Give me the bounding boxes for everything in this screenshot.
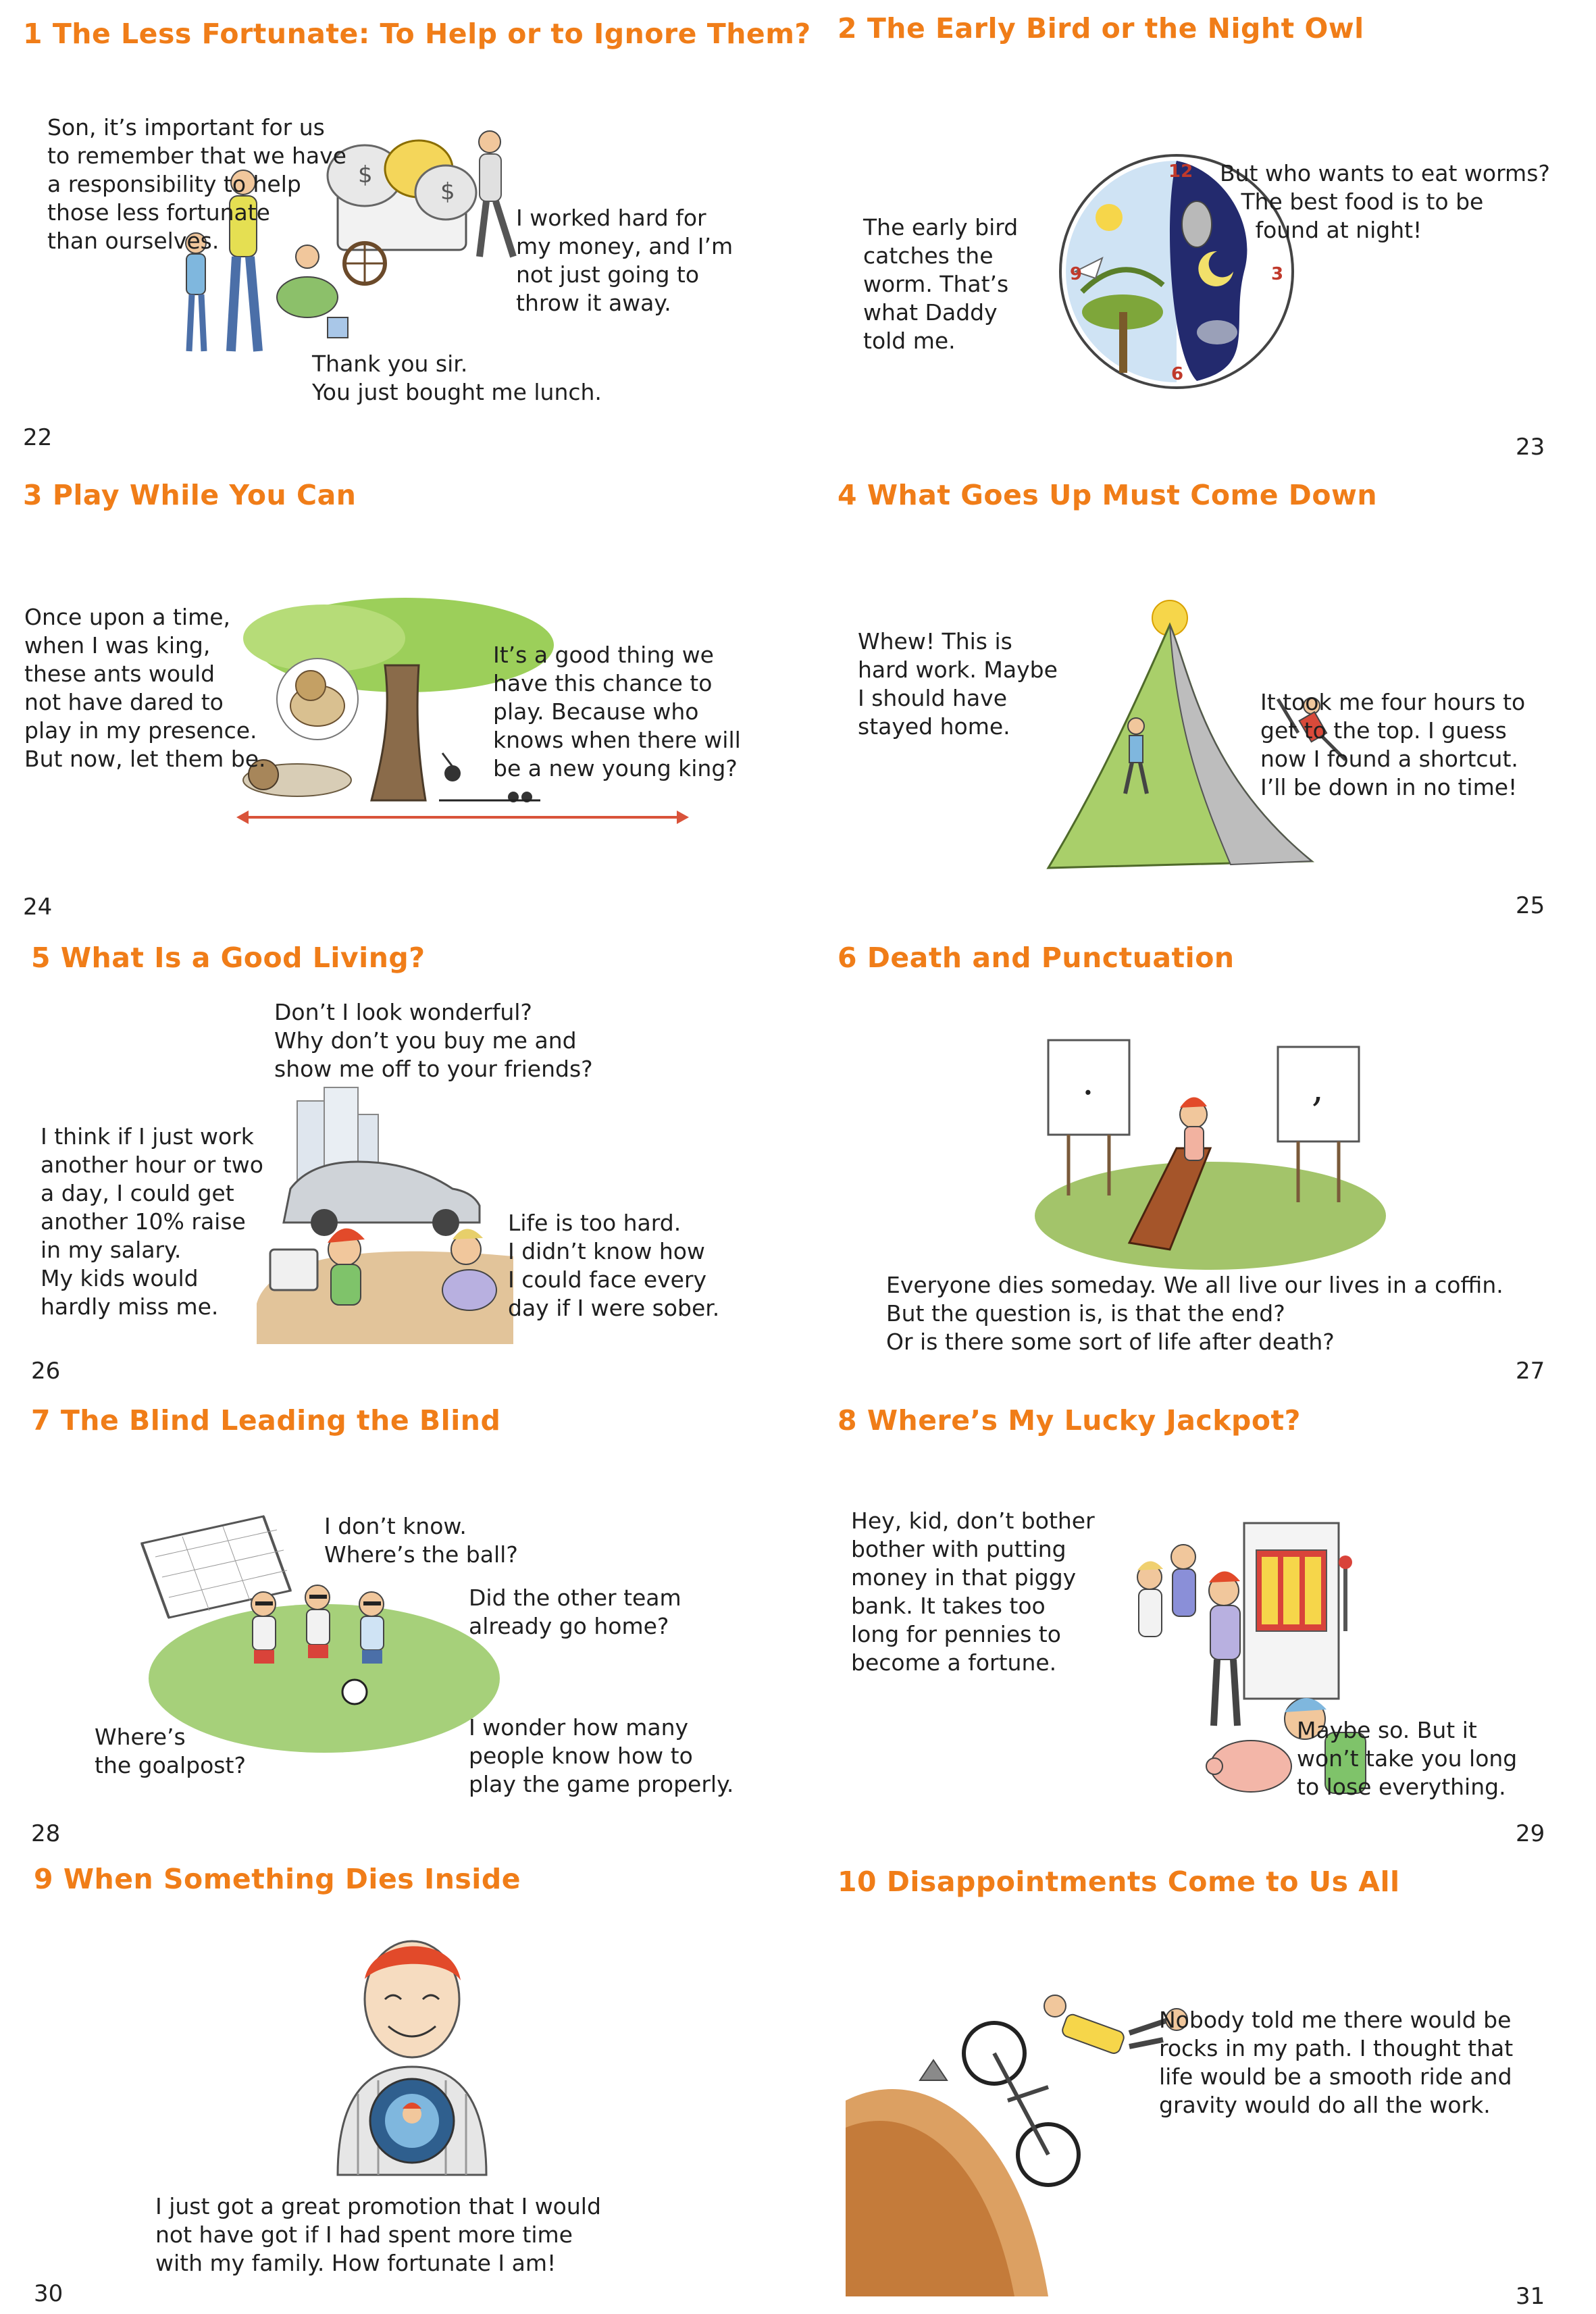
speech-text: Don’t I look wonderful? Why don’t you buy me and show me off to your friends? <box>274 999 593 1082</box>
page-number: 25 <box>1516 892 1545 919</box>
coffin-signs-illustration <box>1035 1040 1386 1270</box>
panel-title: 5 What Is a Good Living? <box>31 942 426 974</box>
page-number: 27 <box>1516 1358 1545 1385</box>
speech-text: It’s a good thing we have this chance to play. Because who knows when there will be a new young king? <box>493 642 741 781</box>
panel-title: 10 Disappointments Come to Us All <box>838 1866 1400 1898</box>
page-number: 22 <box>23 424 53 451</box>
panel-title: 4 What Goes Up Must Come Down <box>838 479 1378 511</box>
svg-text:$: $ <box>358 161 373 188</box>
svg-text:9: 9 <box>1070 264 1083 284</box>
panel-title: 2 The Early Bird or the Night Owl <box>838 12 1364 45</box>
panel-6 <box>798 925 1596 1388</box>
panel-5 <box>0 925 798 1388</box>
svg-text:12: 12 <box>1168 161 1193 182</box>
speech-text: Life is too hard. I didn’t know how I could face every day if I were sober. <box>508 1210 720 1321</box>
speech-text: But who wants to eat worms? The best food is to be found at night! <box>1220 160 1550 243</box>
svg-text:$: $ <box>440 178 455 205</box>
speech-text: The early bird catches the worm. That’s what Daddy told me. <box>863 214 1019 354</box>
panel-9 <box>0 1851 798 2313</box>
panel-title: 1 The Less Fortunate: To Help or to Ignore Them? <box>23 18 811 50</box>
panel-title: 6 Death and Punctuation <box>838 942 1235 974</box>
panel-2 <box>798 0 1596 463</box>
panel-3 <box>0 463 798 925</box>
svg-text:6: 6 <box>1171 364 1184 384</box>
speech-text: Son, it’s important for us to remember that we have a responsibility to help those less fortunate than ourselves. <box>47 114 346 254</box>
panel-4 <box>798 463 1596 925</box>
panel-7 <box>0 1388 798 1851</box>
speech-text: I worked hard for my money, and I’m not just going to throw it away. <box>516 205 733 316</box>
page-number: 31 <box>1516 2283 1545 2310</box>
office-worker-car-illustration <box>230 1087 527 1344</box>
speech-text: It took me four hours to get to the top. I guess now I found a shortcut. I’ll be down in no time! <box>1260 689 1526 800</box>
svg-text:3: 3 <box>1271 264 1284 284</box>
page-number: 23 <box>1516 434 1545 461</box>
panel-title: 9 When Something Dies Inside <box>34 1863 521 1895</box>
speech-text: I think if I just work another hour or two a day, I could get another 10% raise in my salary. My kids would hardly miss me. <box>41 1123 263 1320</box>
panel-title: 7 The Blind Leading the Blind <box>31 1404 501 1437</box>
panel-title: 8 Where’s My Lucky Jackpot? <box>838 1404 1301 1437</box>
page-number: 24 <box>23 894 53 921</box>
speech-text: Once upon a time, when I was king, these ants would not have dared to play in my presence. But now, let them be. <box>24 604 266 772</box>
panel-8 <box>798 1388 1596 1851</box>
speech-text: I wonder how many people know how to play the game properly. <box>469 1714 734 1797</box>
page-number: 30 <box>34 2280 63 2307</box>
speech-text: Whew! This is hard work. Maybe I should have stayed home. <box>858 628 1058 740</box>
speech-text: Everyone dies someday. We all live our lives in a coffin. But the question is, is that the end? Or is there some sort of life after death? <box>886 1272 1503 1355</box>
panel-1 <box>0 0 811 463</box>
page-number: 29 <box>1516 1820 1545 1847</box>
speech-text: I don’t know. Where’s the ball? <box>324 1513 518 1568</box>
page-number: 28 <box>31 1820 61 1847</box>
period-sign-text: . <box>1082 1060 1094 1104</box>
speech-text: I just got a great promotion that I would not have got if I had spent more time with my family. How fortunate I am! <box>155 2193 601 2276</box>
smiling-man-illustration <box>311 1932 513 2175</box>
speech-text: Where’s the goalpost? <box>95 1724 246 1778</box>
panel-title: 3 Play While You Can <box>23 479 357 511</box>
speech-text: Did the other team already go home? <box>469 1585 681 1639</box>
speech-text: Thank you sir. You just bought me lunch. <box>312 351 602 405</box>
comma-sign-text: , <box>1312 1066 1324 1110</box>
speech-text: Nobody told me there would be rocks in my path. I thought that life would be a smooth ride and gravity would do all the work. <box>1159 2007 1514 2118</box>
page-number: 26 <box>31 1358 61 1385</box>
panel-10 <box>798 1851 1596 2313</box>
speech-text: Maybe so. But it won’t take you long to lose everything. <box>1297 1717 1518 1800</box>
speech-text: Hey, kid, don’t bother bother with putting money in that piggy bank. It takes too long for pennies to become a fortune. <box>851 1508 1095 1676</box>
